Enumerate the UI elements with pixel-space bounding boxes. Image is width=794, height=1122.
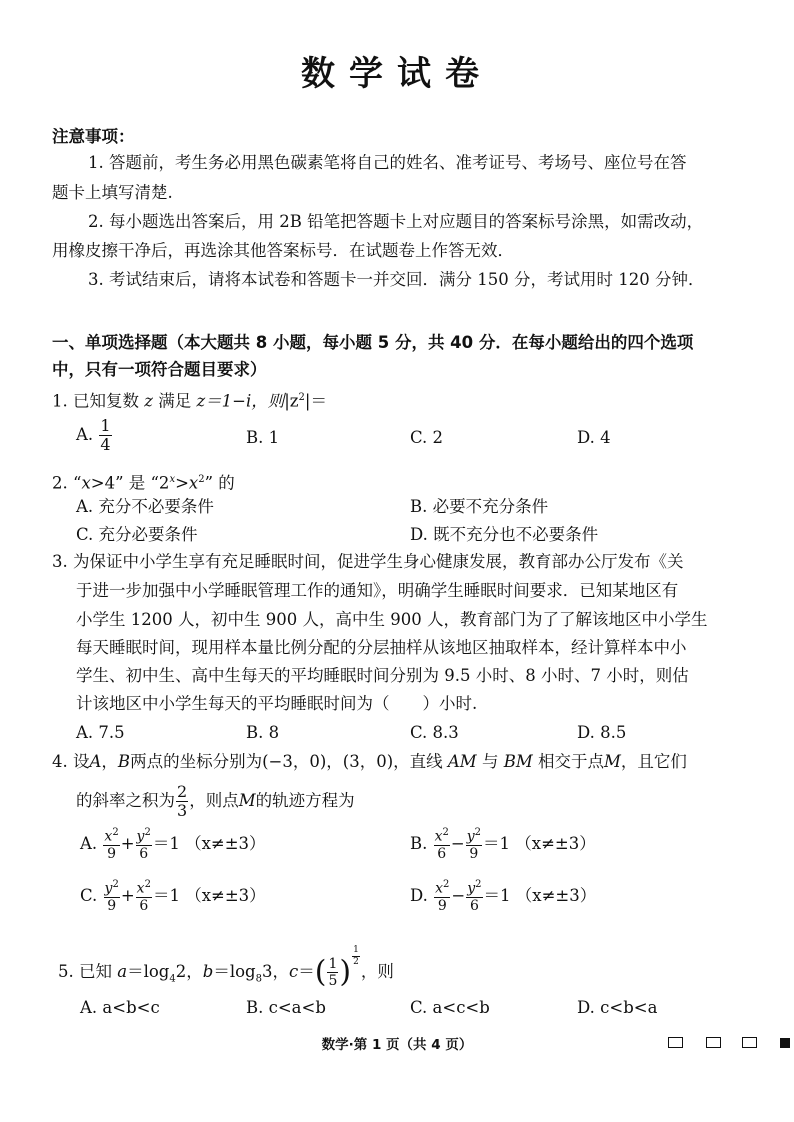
question-2-option-c: C. 充分必要条件 — [76, 525, 198, 544]
notice-line: 2. 每小题选出答案后，用 2B 铅笔把答题卡上对应题目的答案标号涂黑，如需改动， — [88, 212, 704, 231]
question-3-option-c: C. 8.3 — [410, 723, 459, 742]
question-3-line: 3. 为保证中小学生享有充足睡眠时间，促进学生身心健康发展，教育部办公厅发布《关 — [52, 552, 684, 571]
question-5-option-d: D. c<b<a — [577, 998, 658, 1017]
question-3-line: 学生、初中生、高中生每天的平均睡眠时间分别为 9.5 小时、8 小时、7 小时，则估 — [76, 666, 689, 685]
page-marker-filled — [780, 1038, 790, 1048]
page-marker-box — [742, 1037, 757, 1048]
question-2-option-a: A. 充分不必要条件 — [76, 497, 214, 516]
question-1-option-d: D. 4 — [577, 428, 611, 447]
question-3-option-a: A. 7.5 — [76, 723, 125, 742]
question-2-option-b: B. 必要不充分条件 — [410, 497, 549, 516]
question-5-option-b: B. c<a<b — [246, 998, 326, 1017]
notice-heading: 注意事项： — [52, 127, 135, 146]
question-4-line: 的斜率之积为 $\frac{2}{3}$ ，则点M的轨迹方程为 — [76, 782, 355, 820]
question-3-line: 计该地区中小学生每天的平均睡眠时间为（ ）小时. — [76, 694, 478, 713]
page-footer: 数学·第 1 页（共 4 页） — [321, 1037, 473, 1053]
question-4-option-d: D. $\frac{x^2}{9}$ − $\frac{y^2}{6}$ ＝1 （x≠±3） — [410, 879, 597, 914]
section-heading: 中，只有一项符合题目要求） — [52, 360, 267, 379]
notice-line: 用橡皮擦干净后，再选涂其他答案标号．在试题卷上作答无效． — [52, 241, 514, 260]
question-1-stem: 1. 已知复数 z 满足 z＝1−i，则$|z^2|=$ — [52, 391, 327, 411]
question-4-line: 4. 设A，B两点的坐标分别为(−3，0)，(3，0)，直线 AM 与 BM 相交于点M，且它们 — [52, 752, 687, 771]
question-3-option-b: B. 8 — [246, 723, 280, 742]
question-3-line: 每天睡眠时间，现用样本量比例分配的分层抽样从该地区抽取样本，经计算样本中小 — [76, 638, 687, 657]
question-4-option-a: A. $\frac{x^2}{9}$ + $\frac{y^2}{6}$ ＝1 （x≠±3） — [80, 827, 266, 862]
question-4-option-b: B. $\frac{x^2}{6}$ − $\frac{y^2}{9}$ ＝1 （x≠±3） — [410, 827, 596, 862]
page-title: 数学试卷 — [301, 54, 493, 94]
question-2-stem: 2. “x>4” 是 “$2^x>x^2$” 的 — [52, 473, 235, 493]
page-marker-box — [706, 1037, 721, 1048]
question-2-option-d: D. 既不充分也不必要条件 — [410, 525, 599, 544]
page-marker-box — [668, 1037, 683, 1048]
notice-line: 3. 考试结束后，请将本试卷和答题卡一并交回．满分 150 分，考试用时 120 分钟． — [88, 270, 705, 289]
notice-line: 题卡上填写清楚. — [52, 183, 173, 202]
question-5-option-c: C. a<c<b — [410, 998, 490, 1017]
question-3-line: 于进一步加强中小学睡眠管理工作的通知》，明确学生睡眠时间要求．已知某地区有 — [76, 581, 679, 600]
question-5-option-a: A. a<b<c — [80, 998, 160, 1017]
question-1-option-c: C. 2 — [410, 428, 444, 447]
section-heading: 一、单项选择题（本大题共 8 小题，每小题 5 分，共 40 分．在每小题给出的四个选项 — [52, 333, 694, 352]
question-1-option-b: B. 1 — [246, 428, 280, 447]
question-4-option-c: C. $\frac{y^2}{9}$ + $\frac{x^2}{6}$ ＝1 （x≠±3） — [80, 879, 266, 914]
question-3-option-d: D. 8.5 — [577, 723, 627, 742]
notice-line: 1. 答题前，考生务必用黑色碳素笔将自己的姓名、准考证号、考场号、座位号在答 — [88, 153, 687, 172]
question-5-stem: 5. 已知 $a=\log_42$，$b=\log_83$，c＝( $\frac{1}{5}$ ) $^{\frac{1}{2}}$ ，则 — [58, 945, 394, 990]
question-1-option-a: A. $\frac{1}{4}$ — [76, 416, 111, 454]
question-3-line: 小学生 1200 人，初中生 900 人，高中生 900 人，教育部门为了了解该地区中小学生 — [76, 610, 708, 629]
